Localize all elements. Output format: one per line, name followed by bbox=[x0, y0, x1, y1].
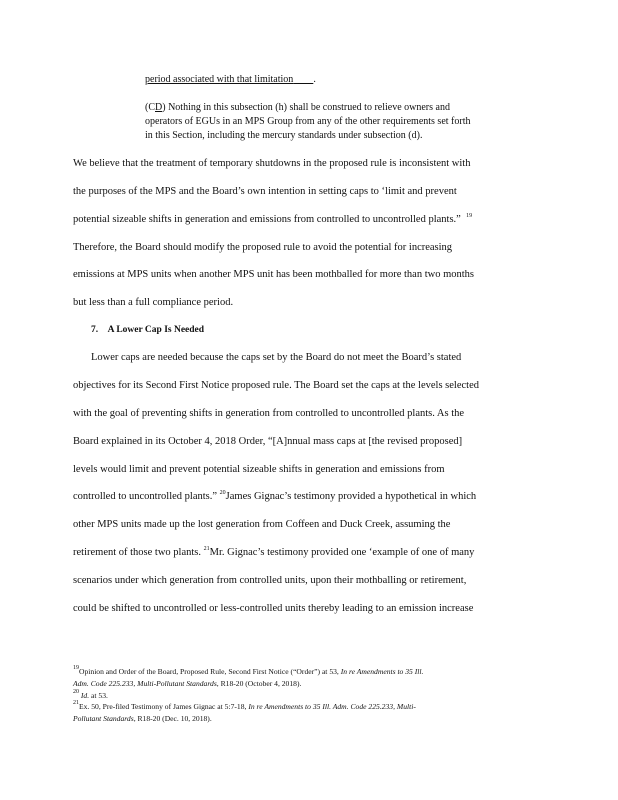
para1-line-5: emissions at MPS units when another MPS unit has been mothballed for more than two months bbox=[73, 269, 475, 280]
para2-line-10: could be shifted to uncontrolled or less-controlled units thereby leading to an emission increase bbox=[73, 603, 474, 614]
para2-line-1: Lower caps are needed because the caps set by the Board do not meet the Board’s stated bbox=[91, 352, 462, 363]
excerpt-line-3: operators of EGUs in an MPS Group from any of the other requirements set forth bbox=[145, 116, 471, 127]
para2-line-3: with the goal of preventing shifts in generation from controlled to uncontrolled plants. As the bbox=[73, 408, 465, 419]
section-title: A Lower Cap Is Needed bbox=[107, 325, 205, 335]
para2-line-6: controlled to uncontrolled plants.” $^{20}$James Gignac’s testimony provided a hypothetical in which bbox=[73, 490, 477, 502]
excerpt-line-4: in this Section, including the mercury standards under subsection (d). bbox=[145, 130, 423, 141]
para1-line-2: the purposes of the MPS and the Board’s own intention in setting caps to ‘limit and prevent bbox=[73, 186, 457, 197]
para2-line-5: levels would limit and prevent potential sizeable shifts in generation and emissions from bbox=[73, 464, 445, 475]
footnote-21-line-1: $^{21}$Ex. 50, Pre-filed Testimony of James Gignac at 5:7-18, In re Amendments to 35 Ill. Adm. Code 225.233, Multi- bbox=[73, 700, 416, 711]
footnote-20: $^{20}$ Id. at 53. bbox=[73, 689, 108, 700]
para2-line-4: Board explained in its October 4, 2018 Order, “[A]nnual mass caps at [the revised proposed] bbox=[73, 436, 463, 447]
para2-line-2: objectives for its Second First Notice proposed rule. The Board set the caps at the levels selected bbox=[73, 380, 479, 391]
para1-line-1: We believe that the treatment of temporary shutdowns in the proposed rule is inconsistent with bbox=[73, 158, 471, 169]
section-number: 7. bbox=[91, 325, 99, 335]
footnote-ref-21: 21 bbox=[203, 546, 210, 552]
footnote-19-line-2: Adm. Code 225.233, Multi-Pollutant Standards, R18-20 (October 4, 2018). bbox=[73, 679, 302, 688]
para2-line-8: retirement of those two plants. $^{21}$Mr. Gignac’s testimony provided one ‘example of one of many bbox=[73, 546, 475, 558]
footnote-21-line-2: Pollutant Standards, R18-20 (Dec. 10, 2018). bbox=[73, 714, 212, 723]
footnote-ref-19: 19 bbox=[466, 213, 473, 219]
section-heading bbox=[91, 324, 204, 337]
para1-line-4: Therefore, the Board should modify the proposed rule to avoid the potential for increasing bbox=[73, 242, 453, 253]
footnote-ref-20: 20 bbox=[219, 490, 226, 496]
para2-line-7: other MPS units made up the lost generation from Coffeen and Duck Creek, assuming the bbox=[73, 519, 451, 530]
para1-line-3: potential sizeable shifts in generation and emissions from controlled to uncontrolled plants.” $^{19}$ bbox=[73, 213, 473, 225]
excerpt-line-1: period associated with that limitation . bbox=[145, 74, 316, 85]
footnote-19-line-1: $^{19}$Opinion and Order of the Board, Proposed Rule, Second First Notice (“Order”) at 53, In re Amendments to 35 Ill. bbox=[73, 665, 424, 676]
excerpt-line-2: (CD) Nothing in this subsection (h) shall be construed to relieve owners and bbox=[145, 102, 450, 113]
para1-line-6: but less than a full compliance period. bbox=[73, 297, 234, 308]
excerpt-underlined-text: period associated with that limitation bbox=[145, 74, 294, 85]
para2-line-9: scenarios under which generation from controlled units, upon their mothballing or retirement, bbox=[73, 575, 467, 586]
